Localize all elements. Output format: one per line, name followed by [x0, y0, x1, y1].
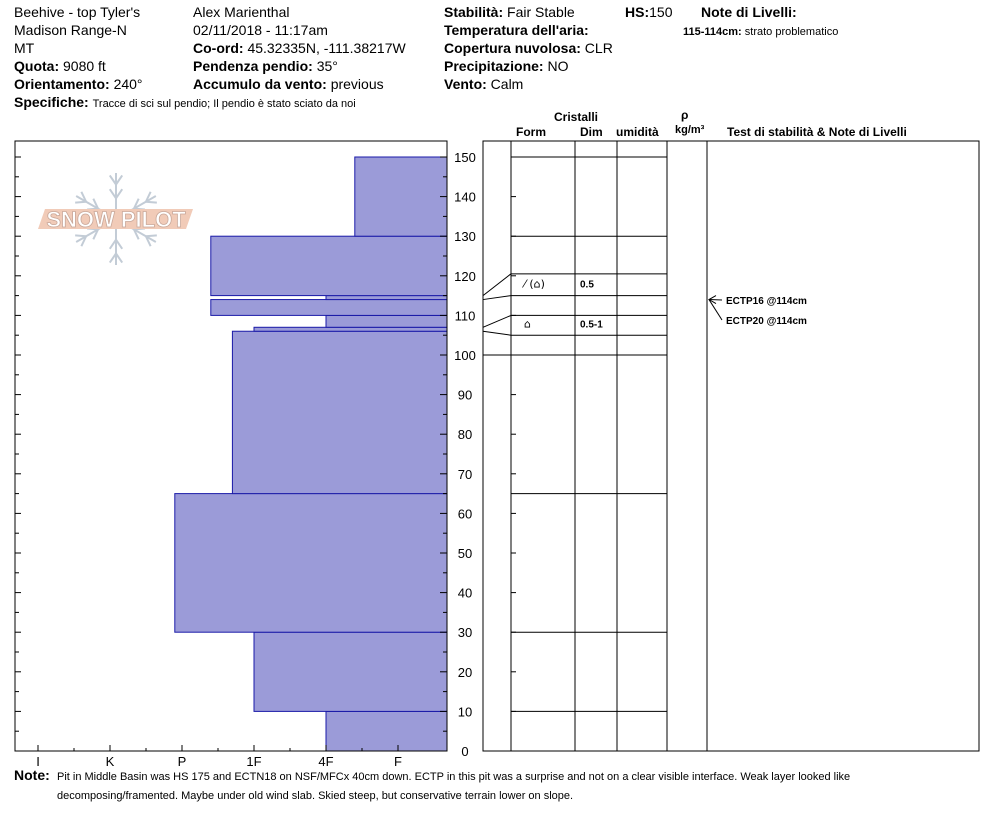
y-tick-label-100: 100	[454, 348, 476, 363]
layer-form-1: ⌂	[524, 317, 531, 331]
y-tick-label-150: 150	[454, 150, 476, 165]
layer-form-0: ⁄ (⌂)	[524, 277, 545, 291]
y-tick-label-10: 10	[457, 704, 473, 720]
x-tick-label-1F: 1F	[246, 754, 262, 769]
wind-loading-label: Accumulo da vento:	[193, 76, 327, 92]
y-tick-label-130: 130	[454, 229, 476, 245]
y-tick-label-120: 120	[454, 268, 476, 284]
cloud-value: CLR	[584, 40, 613, 56]
hs-value: 150	[649, 4, 673, 20]
precip-label: Precipitazione:	[444, 58, 544, 74]
coord-value: 45.32335N, -111.38217W	[247, 40, 406, 56]
x-tick-label-K: K	[105, 754, 115, 769]
moisture-header: umidità	[616, 125, 659, 139]
stability-label: Stabilità:	[444, 4, 504, 20]
tests-header: Test di stabilità & Note di Livelli	[727, 125, 907, 139]
test-label-0: ECTP16 @114cm	[726, 296, 807, 307]
snowflake-branch	[146, 235, 157, 236]
boundary-connector-1	[483, 331, 511, 335]
layer-dim-0: 0.5	[580, 279, 594, 291]
snowflake-branch	[146, 202, 157, 203]
stability-tests	[709, 296, 807, 327]
note-line-2: decomposing/framented. Maybe under old wind slab. Skied steep, but conservative terrain lower on slope.	[57, 790, 574, 802]
snowflake-branch	[75, 202, 86, 203]
density-unit-header: kg/m³	[675, 124, 705, 136]
test-leader-1	[709, 300, 722, 320]
wind-label: Vento:	[444, 76, 487, 92]
x-tick-label-F: F	[394, 754, 402, 769]
x-tick-label-4F: 4F	[318, 754, 334, 769]
y-tick-label-0: 0	[461, 744, 469, 759]
slope-label: Pendenza pendio:	[193, 58, 313, 74]
layer-notes-label: Note di Livelli:	[701, 4, 797, 20]
dim-header: Dim	[580, 125, 603, 139]
boundary-connector-4	[483, 274, 511, 296]
y-tick-label-70: 70	[457, 466, 473, 482]
layer-dim-1: 0.5-1	[580, 319, 603, 331]
hardness-bar-8	[211, 236, 447, 295]
x-tick-label-I: I	[36, 754, 40, 769]
y-tick-label-60: 60	[457, 506, 473, 522]
y-tick-label-50: 50	[457, 546, 473, 561]
elevation-value: 9080 ft	[63, 58, 106, 74]
column-frame	[483, 141, 979, 751]
hardness-bar-4	[254, 327, 447, 331]
layer-notes-text: strato problematico	[744, 26, 839, 38]
cloud-label: Copertura nuvolosa:	[444, 40, 581, 56]
y-tick-label-110: 110	[454, 308, 476, 324]
hardness-bar-2	[175, 494, 447, 633]
hardness-bar-1	[254, 632, 447, 711]
y-tick-label-30: 30	[457, 625, 473, 641]
rho-header: ρ	[681, 108, 689, 122]
observer: Alex Marienthal	[193, 4, 290, 20]
crystals-header: Cristalli	[554, 110, 599, 124]
note-label: Note:	[14, 767, 50, 783]
elevation-label: Quota:	[14, 58, 60, 74]
hardness-bars	[175, 157, 447, 751]
y-tick-label-20: 20	[457, 664, 473, 680]
form-header: Form	[516, 125, 546, 139]
x-tick-label-P: P	[177, 754, 187, 769]
y-tick-label-40: 40	[457, 585, 473, 601]
logo-text: SNOW PILOT	[46, 207, 186, 232]
specifics-value: Tracce di sci sul pendio; Il pendio è stato sciato da noi	[92, 98, 356, 110]
datetime: 02/11/2018 - 11:17am	[193, 22, 328, 38]
boundary-connector-2	[483, 315, 511, 327]
wind-loading-value: previous	[330, 76, 384, 92]
hardness-bar-7	[326, 296, 447, 300]
hs-label: HS:	[625, 4, 650, 20]
hardness-bar-5	[326, 315, 447, 327]
boundary-connector-3	[483, 296, 511, 300]
precip-value: NO	[547, 58, 569, 74]
y-tick-label-140: 140	[454, 189, 476, 205]
state: MT	[14, 40, 35, 56]
aspect-label: Orientamento:	[14, 76, 110, 92]
wind-value: Calm	[490, 76, 524, 92]
y-tick-label-90: 90	[457, 387, 473, 403]
hardness-bar-9	[355, 157, 447, 236]
snowflake-branch	[75, 235, 86, 236]
air-temp-label: Temperatura dell'aria:	[444, 22, 589, 38]
note-line-1: Pit in Middle Basin was HS 175 and ECTN18 on NSF/MFCx 40cm down. ECTP in this pit was a surprise and not on a clear visible interface. Weak layer looked like	[57, 771, 851, 783]
slope-value: 35°	[316, 58, 338, 74]
location: Beehive - top Tyler's	[14, 4, 141, 20]
range: Madison Range-N	[14, 22, 127, 38]
y-tick-label-80: 80	[457, 427, 473, 443]
test-label-1: ECTP20 @114cm	[726, 316, 807, 327]
specifics-label: Specifiche:	[14, 94, 89, 110]
hardness-bar-0	[326, 711, 447, 751]
stability-value: Fair Stable	[507, 4, 575, 20]
aspect-value: 240°	[113, 76, 143, 92]
snowpilot-logo	[38, 173, 193, 265]
hardness-bar-6	[211, 300, 447, 316]
coord-label: Co-ord:	[193, 40, 244, 56]
layer-notes-depth: 115-114cm:	[683, 26, 742, 38]
hardness-bar-3	[232, 331, 447, 493]
layer-columns	[483, 141, 979, 751]
